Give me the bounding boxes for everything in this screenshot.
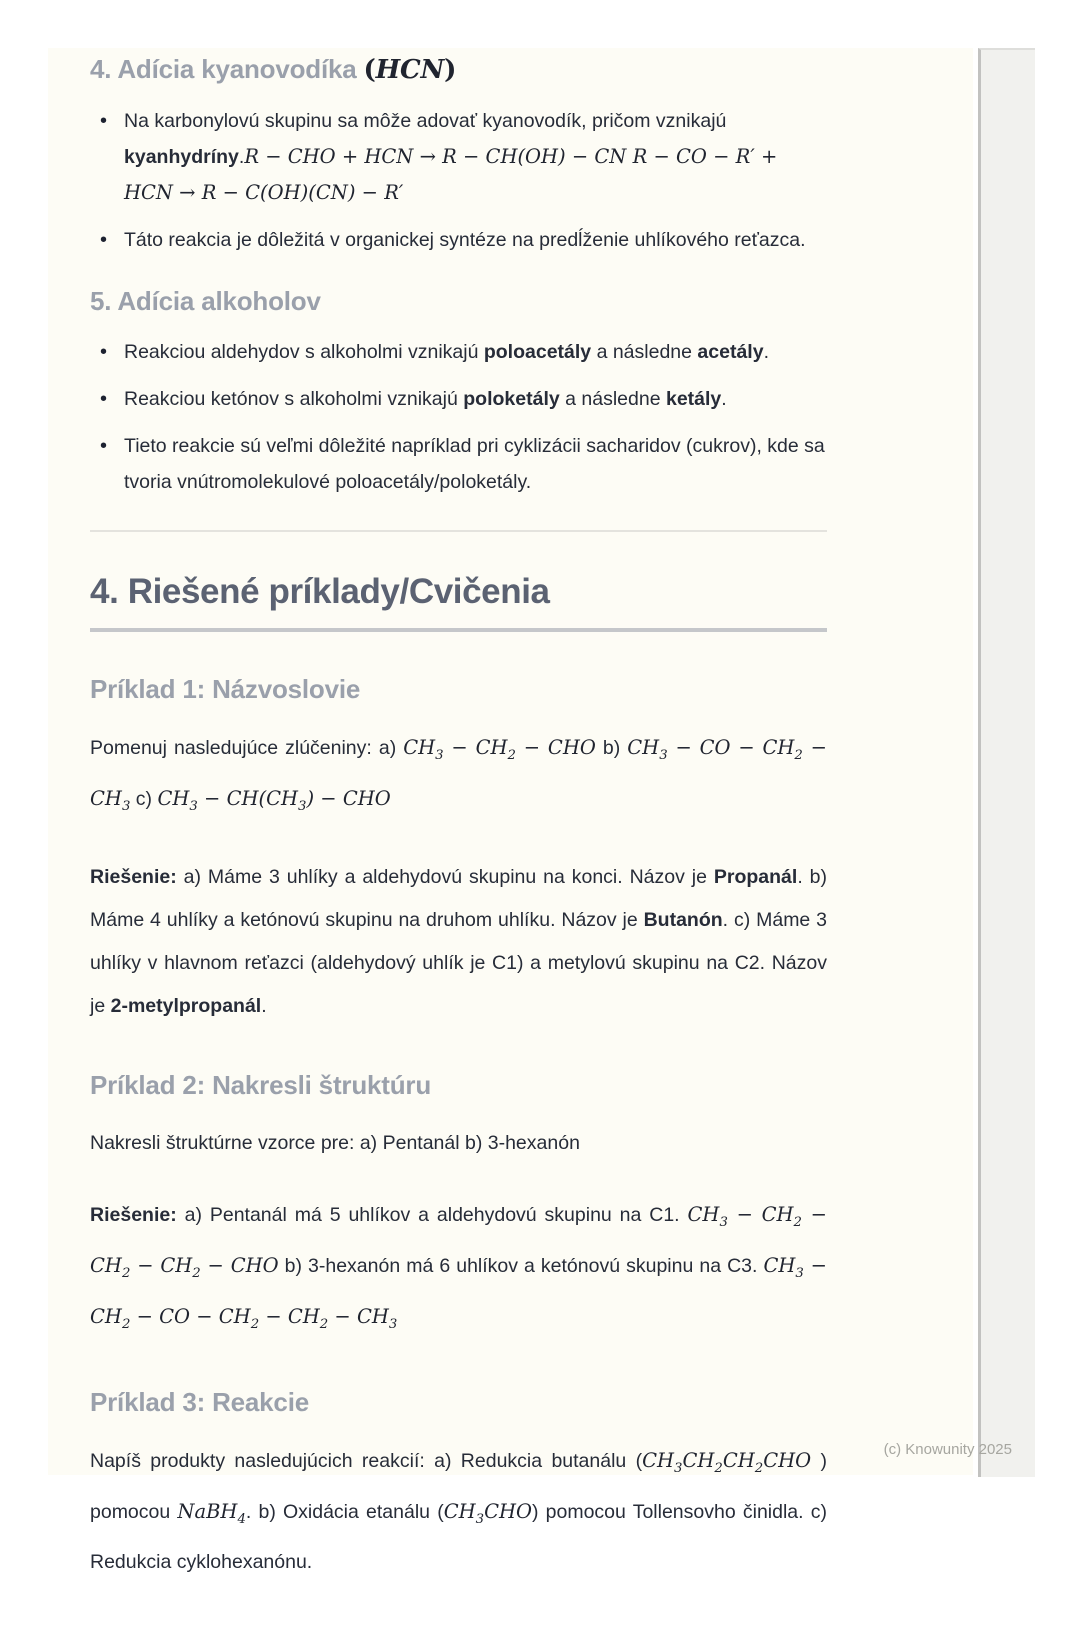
- document-page: [48, 48, 973, 1574]
- list-item: • Reakciou ketónov s alkoholmi vznikajú poloketály a následne ketály.: [90, 381, 827, 417]
- example-1-solution: Riešenie: a) Máme 3 uhlíky a aldehydovú skupinu na konci. Názov je Propanál. b) Máme 4 uhlíky a ketónovú skupinu na druhom uhlíku. Názov je Butanón. c) Máme 3 uhlíky v hlavnom reťazci (aldehydový uhlík je C1) a metylovú skupinu na C2. Názov je 2-metylpropanál.: [90, 865, 828, 1017]
- example-2-task: Nakresli štruktúrne vzorce pre: a) Pentanál b) 3-hexanón: [90, 1131, 580, 1154]
- section-heading-adicia-kyanovodika: 4. Adícia kyanovodíka (HCN): [90, 54, 457, 85]
- bullet-list-alkoholy: [90, 334, 827, 500]
- title-underline: [90, 628, 827, 632]
- example-2-heading: Príklad 2: Nakresli štruktúru: [90, 1069, 431, 1100]
- list-item: • Na karbonylovú skupinu sa môže adovať kyanovodík, pričom vznikajú kyanhydríny.R − CHO + HCN → R − CH(OH) − CN R − CO − R′ + HCN → R − C(OH)(CN) − R′: [90, 103, 827, 211]
- document-content: [48, 48, 973, 1642]
- example-3-task: Napíš produkty nasledujúcich reakcií: a) Redukcia butanálu ($CH_3CH_2CH_2CHO$ ) pomocou NaBH$_4$. b) Oxidácia etanálu $(CH_3CHO)$ pomocou Tollensovho činidla. c) Redukcia cyklohexanónu.: [90, 1449, 827, 1574]
- example-1-task: Pomenuj nasledujúce zlúčeniny: a) $CH_3 - CH_2$ − CHO b) $CH_3$ − CO − $CH_2 - CH_3$ c) $CH_3 - CH(CH_3)$ − CHO: [90, 736, 827, 814]
- list-item: • Tieto reakcie sú veľmi dôležité napríklad pri cyklizácii sacharidov (cukrov), kde sa tvoria vnútromolekulové poloacetály/poloketály.: [90, 428, 827, 500]
- section-heading-adicia-alkoholov: 5. Adícia alkoholov: [90, 286, 321, 316]
- page-title: 4. Riešené príklady/Cvičenia: [90, 572, 550, 611]
- copyright-footer: (c) Knowunity 2025: [883, 1441, 1012, 1458]
- list-item: • Táto reakcia je dôležitá v organickej syntéze na predĺženie uhlíkového reťazca.: [90, 222, 827, 258]
- example-3-heading: Príklad 3: Reakcie: [90, 1387, 309, 1418]
- example-2-solution: Riešenie: a) Pentanál má 5 uhlíkov a aldehydovú skupinu na C1. $CH_3 - CH_2 - CH_2 - CH_2$ − CHO b) 3-hexanón má 6 uhlíkov a ketónovú skupinu na C3. $CH_3 - CH_2$ − CO − $CH_2 - CH_2 - CH_3$: [90, 1202, 827, 1332]
- bullet-list-kyanovodik: [90, 103, 827, 258]
- section-divider: [90, 530, 827, 532]
- page-edge-strip: [978, 48, 1035, 1477]
- list-item: • Reakciou aldehydov s alkoholmi vznikajú poloacetály a následne acetály.: [90, 334, 827, 370]
- example-1-heading: Príklad 1: Názvoslovie: [90, 674, 361, 704]
